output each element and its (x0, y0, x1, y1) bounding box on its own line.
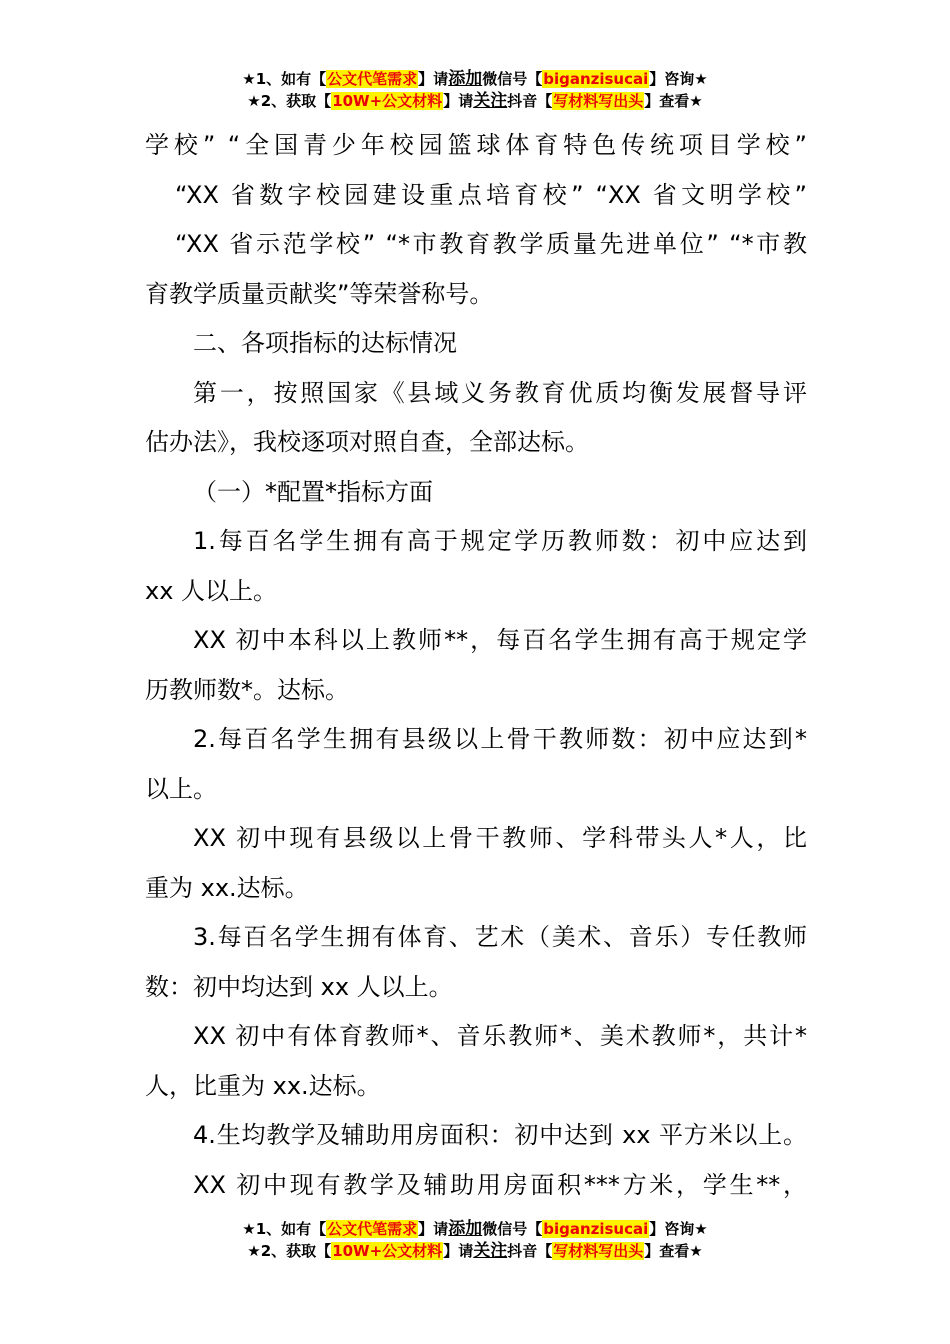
subsection-heading: （一）*配置*指标方面 (193, 477, 433, 506)
body-line: 学校” “全国青少年校园篮球体育特色传统项目学校” (145, 131, 807, 159)
body-line: XX 初中有体育教师*、音乐教师*、美术教师*，共计* (193, 1022, 807, 1050)
section-heading: 二、各项指标的达标情况 (193, 329, 457, 357)
banner-line-1: ★1、如有【公文代笔需求】请添加微信号【biganzisucai】咨询★ (242, 69, 708, 89)
body-line: 3.每百名学生拥有体育、艺术（美术、音乐）专任教师 (193, 923, 807, 951)
body-line: 人，比重为 xx.达标。 (145, 1071, 381, 1100)
body-line: 第一，按照国家《县域义务教育优质均衡发展督导评 (193, 378, 807, 407)
body-line: xx 人以上。 (145, 576, 278, 605)
body-line: 历教师数*。达标。 (145, 675, 349, 704)
body-line: 育教学质量贡献奖”等荣誉称号。 (145, 279, 494, 308)
banner-line-1: ★1、如有【公文代笔需求】请添加微信号【biganzisucai】咨询★ (242, 1219, 708, 1239)
banner-line-2: ★2、获取【10W+公文材料】请关注抖音【写材料写出头】查看★ (247, 1241, 703, 1261)
footer-banner (0, 1218, 950, 1262)
body-line: 估办法》，我校逐项对照自查，全部达标。 (145, 428, 589, 456)
body-line: 1.每百名学生拥有高于规定学历教师数：初中应达到 (193, 527, 807, 555)
body-line: XX 初中本科以上教师**，每百名学生拥有高于规定学 (193, 626, 807, 654)
body-line: “XX 省数字校园建设重点培育校” “XX 省文明学校” (175, 180, 807, 209)
body-line: 2.每百名学生拥有县级以上骨干教师数：初中应达到* (193, 725, 807, 753)
body-line: “XX 省示范学校” “*市教育教学质量先进单位” “*市教 (175, 230, 807, 258)
header-banner (0, 68, 950, 112)
body-line: 数：初中均达到 xx 人以上。 (145, 972, 453, 1001)
body-line: XX 初中现有县级以上骨干教师、学科带头人*人，比 (193, 824, 807, 852)
body-line: 以上。 (145, 774, 217, 803)
banner-line-2: ★2、获取【10W+公文材料】请关注抖音【写材料写出头】查看★ (247, 91, 703, 111)
body-line: 4.生均教学及辅助用房面积：初中达到 xx 平方米以上。 (193, 1121, 807, 1149)
document-body (145, 121, 807, 1210)
body-line: 重为 xx.达标。 (145, 873, 309, 902)
body-line: XX 初中现有教学及辅助用房面积***方米，学生**， (193, 1170, 807, 1199)
